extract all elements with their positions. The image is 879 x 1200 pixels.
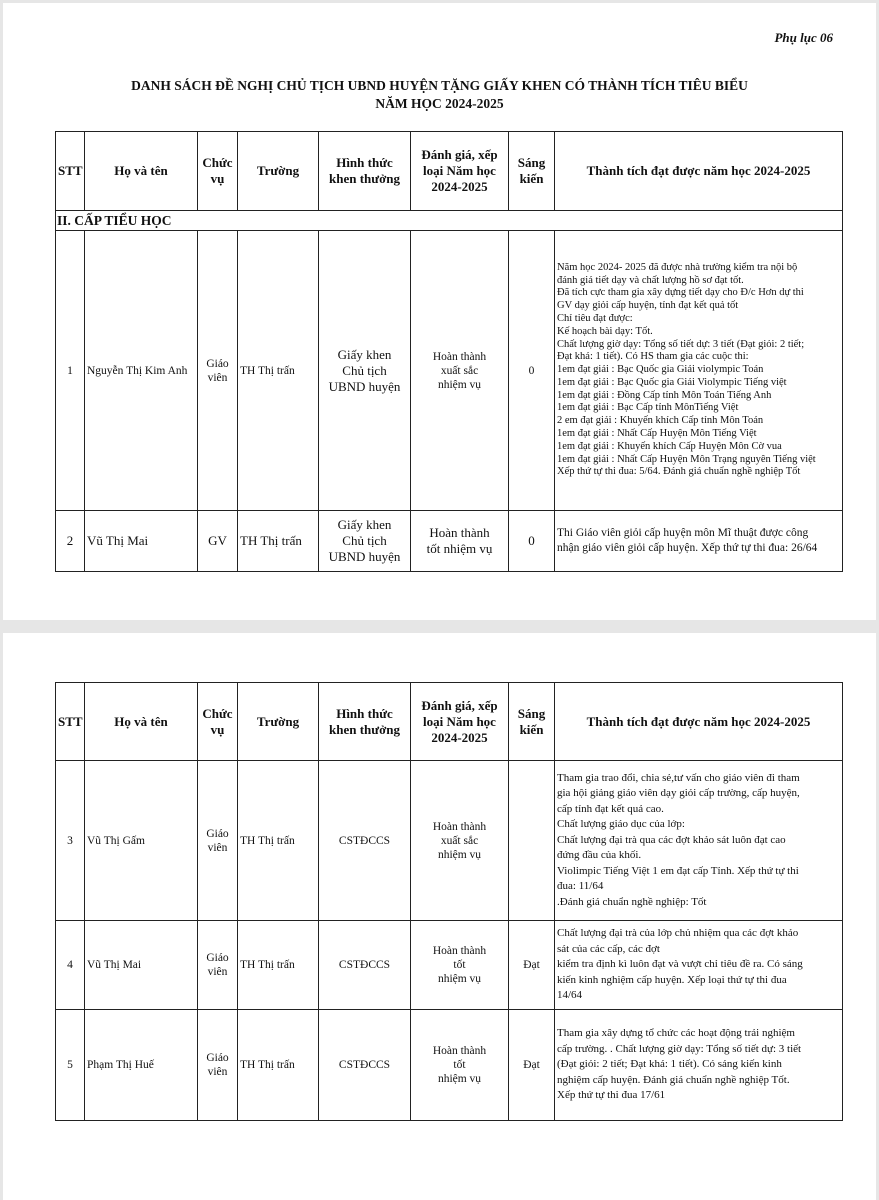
col-header-rating: Đánh giá, xếp loại Năm học 2024-2025 bbox=[411, 683, 509, 761]
row-rating: Hoàn thành tốt nhiệm vụ bbox=[411, 511, 509, 572]
row-initiative: Đạt bbox=[509, 921, 555, 1010]
row-achievements: Năm học 2024- 2025 đã được nhà trường kiểm tra nội bộ đánh giá tiết dạy và chất lượng hồ sơ đạt tốt. Đã tích cực tham gia xây dựng tiết dạy cho Đ/c Hơn dự thi GV dạy giỏi cấp huyện, tỉnh đạt kết quả tốt Chỉ tiêu đạt được: Kế hoạch bài dạy: Tốt. Chất lượng giờ dạy: Tổng số tiết dự: 3 tiết (Đạt giỏi: 2 tiết; Đạt khá: 1 tiết). Có HS tham gia các cuộc thi: 1em đạt giải : Bạc Quốc gia Giải violympic Toán 1em đạt giải : Bạc Quốc gia Giải Violympic Tiếng việt 1em đạt giải : Đồng Cấp tỉnh Môn Toán Tiếng Anh 1em đạt giải : Bạc Cấp tỉnh MônTiếng Việt 2 em đạt giải : Khuyến khích Cấp tỉnh Môn Toán 1em đạt giải : Nhất Cấp Huyện Môn Tiếng Việt 1em đạt giải : Khuyến khích Cấp Huyện Môn Cờ vua 1em đạt giải : Nhất Cấp Huyện Môn Trạng nguyên Tiếng việt Xếp thứ tự thi đua: 5/64. Đánh giá chuẩn nghề nghiệp Tốt bbox=[555, 231, 843, 511]
row-position: GV bbox=[198, 511, 238, 572]
col-header-initiative: Sáng kiến bbox=[509, 683, 555, 761]
row-award: CSTĐCCS bbox=[319, 1010, 411, 1121]
row-name: Vũ Thị Mai bbox=[85, 511, 198, 572]
awards-table-page-1 bbox=[55, 131, 843, 572]
row-initiative: Đạt bbox=[509, 1010, 555, 1121]
document-title: DANH SÁCH ĐỀ NGHỊ CHỦ TỊCH UBND HUYỆN TẶNG GIẤY KHEN CÓ THÀNH TÍCH TIÊU BIỂU bbox=[131, 78, 748, 93]
row-rating: Hoàn thành xuất sắc nhiệm vụ bbox=[411, 231, 509, 511]
row-position: Giáo viên bbox=[198, 1010, 238, 1121]
table-header-row bbox=[56, 132, 843, 211]
awards-table-page-2 bbox=[55, 682, 843, 1121]
school-year-title: NĂM HỌC 2024-2025 bbox=[375, 96, 504, 111]
row-achievements: Tham gia trao đổi, chia sẻ,tư vấn cho giáo viên đi tham gia hội giảng giáo viên dạy giỏi cấp trường, cấp huyện, cấp tỉnh đạt kết quả cao. Chất lượng giáo dục của lớp: Chất lượng đại trà qua các đợt khảo sát luôn đạt cao đứng đầu của khối. Violimpic Tiếng Việt 1 em đạt cấp Tỉnh. Xếp thứ tự thi đua: 11/64 .Đánh giá chuẩn nghề nghiệp: Tốt bbox=[555, 761, 843, 921]
table-row bbox=[56, 511, 843, 572]
table-row bbox=[56, 761, 843, 921]
row-award: Giấy khen Chủ tịch UBND huyện bbox=[319, 231, 411, 511]
row-name: Nguyễn Thị Kim Anh bbox=[85, 231, 198, 511]
section-row bbox=[56, 211, 843, 231]
row-initiative bbox=[509, 761, 555, 921]
col-header-achievements: Thành tích đạt được năm học 2024-2025 bbox=[555, 683, 843, 761]
col-header-rating: Đánh giá, xếp loại Năm học 2024-2025 bbox=[411, 132, 509, 211]
row-initiative: 0 bbox=[509, 231, 555, 511]
row-achievements: Thi Giáo viên giỏi cấp huyện môn Mĩ thuật được công nhận giáo viên giỏi cấp huyện. Xếp thứ tự thi đua: 26/64 bbox=[555, 511, 843, 572]
row-stt: 4 bbox=[56, 921, 85, 1010]
col-header-school: Trường bbox=[238, 683, 319, 761]
row-name: Vũ Thị Gấm bbox=[85, 761, 198, 921]
col-header-stt: STT bbox=[56, 132, 85, 211]
row-stt: 3 bbox=[56, 761, 85, 921]
row-school: TH Thị trấn bbox=[238, 231, 319, 511]
col-header-achievements: Thành tích đạt được năm học 2024-2025 bbox=[555, 132, 843, 211]
row-achievements: Tham gia xây dựng tổ chức các hoạt động trải nghiệm cấp trường. . Chất lượng giờ dạy: Tổng số tiết dự: 3 tiết (Đạt giỏi: 2 tiết; Đạt khá: 1 tiết). Có sáng kiến kinh nghiệm cấp huyện. Đánh giá chuẩn nghề nghiệp Tốt. Xếp thứ tự thi đua 17/61 bbox=[555, 1010, 843, 1121]
row-position: Giáo viên bbox=[198, 231, 238, 511]
col-header-award: Hình thức khen thưởng bbox=[319, 132, 411, 211]
col-header-stt: STT bbox=[56, 683, 85, 761]
table-row bbox=[56, 921, 843, 1010]
row-stt: 5 bbox=[56, 1010, 85, 1121]
row-stt: 2 bbox=[56, 511, 85, 572]
row-school: TH Thị trấn bbox=[238, 511, 319, 572]
table-header-row bbox=[56, 683, 843, 761]
col-header-initiative: Sáng kiến bbox=[509, 132, 555, 211]
table-row bbox=[56, 1010, 843, 1121]
document-page-2 bbox=[3, 633, 876, 1200]
col-header-award: Hình thức khen thưởng bbox=[319, 683, 411, 761]
row-rating: Hoàn thành xuất sắc nhiệm vụ bbox=[411, 761, 509, 921]
row-position: Giáo viên bbox=[198, 761, 238, 921]
row-award: CSTĐCCS bbox=[319, 761, 411, 921]
row-achievements: Chất lượng đại trà của lớp chủ nhiệm qua các đợt khảo sát của các cấp, các đợt kiểm tra định kì luôn đạt và vượt chỉ tiêu đề ra. Có sáng kiến kinh nghiệm cấp huyện. Xếp loại thứ tự thi đua 14/64 bbox=[555, 921, 843, 1010]
col-header-name: Họ và tên bbox=[85, 683, 198, 761]
col-header-name: Họ và tên bbox=[85, 132, 198, 211]
row-school: TH Thị trấn bbox=[238, 1010, 319, 1121]
section-title: II. CẤP TIỂU HỌC bbox=[56, 211, 843, 231]
row-initiative: 0 bbox=[509, 511, 555, 572]
row-award: CSTĐCCS bbox=[319, 921, 411, 1010]
row-rating: Hoàn thành tốt nhiệm vụ bbox=[411, 921, 509, 1010]
row-school: TH Thị trấn bbox=[238, 761, 319, 921]
row-position: Giáo viên bbox=[198, 921, 238, 1010]
appendix-label: Phụ lục 06 bbox=[774, 30, 833, 45]
col-header-position: Chức vụ bbox=[198, 683, 238, 761]
col-header-school: Trường bbox=[238, 132, 319, 211]
row-name: Phạm Thị Huế bbox=[85, 1010, 198, 1121]
row-stt: 1 bbox=[56, 231, 85, 511]
row-rating: Hoàn thành tốt nhiệm vụ bbox=[411, 1010, 509, 1121]
col-header-position: Chức vụ bbox=[198, 132, 238, 211]
row-school: TH Thị trấn bbox=[238, 921, 319, 1010]
table-row bbox=[56, 231, 843, 511]
row-award: Giấy khen Chủ tịch UBND huyện bbox=[319, 511, 411, 572]
row-name: Vũ Thị Mai bbox=[85, 921, 198, 1010]
document-page-1 bbox=[3, 3, 876, 620]
